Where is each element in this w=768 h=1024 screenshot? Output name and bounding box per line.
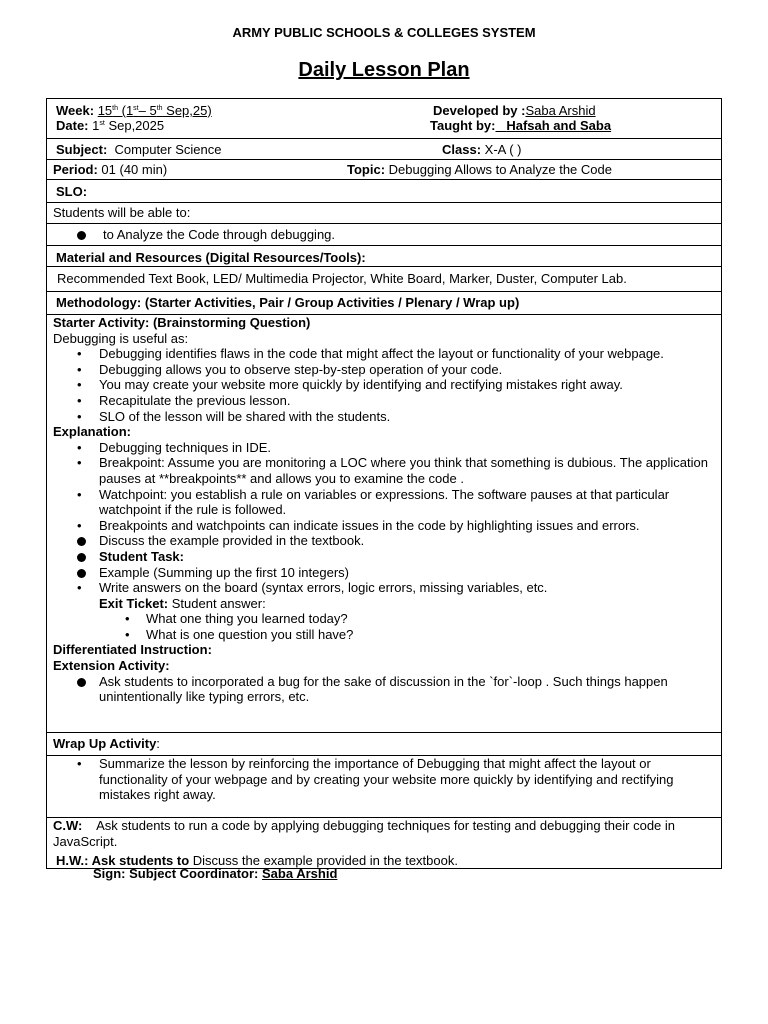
hw-text: Discuss the example provided in the textbook. [192, 853, 458, 869]
week-value: 15th (1st– 5th Sep,25) [97, 103, 212, 118]
signature-line [93, 866, 337, 881]
example-item: Example (Summing up the first 10 integers) [53, 565, 715, 581]
developed-by-value: Saba Arshid [525, 103, 596, 118]
exit-ticket-label: Exit Ticket: [99, 595, 169, 611]
week-label: Week: [56, 103, 95, 118]
methodology-heading: Methodology: (Starter Activities, Pair / Group Activities / Plenary / Wrap up) [47, 291, 721, 314]
taught-by-value: Hafsah and Saba [506, 118, 612, 133]
materials-heading: Material and Resources (Digital Resources/Tools): [47, 245, 721, 266]
list-item: • Recapitulate the previous lesson. [53, 393, 715, 409]
wrapup-heading: Wrap Up Activity [53, 736, 157, 751]
exit-ticket [53, 596, 715, 612]
explanation-list [53, 440, 715, 596]
slo-heading: SLO: [47, 179, 721, 202]
student-task-heading: Student Task: [53, 549, 715, 565]
subject-row [47, 138, 721, 159]
cw-label: C.W: [53, 818, 83, 833]
wrapup-colon: : [156, 736, 160, 751]
starter-heading: Starter Activity: (Brainstorming Question) [53, 315, 311, 330]
extension-item: Ask students to incorporated a bug for the sake of discussion in the `for`-loop . Such things happen unintentionally like typing errors, etc. [53, 674, 715, 705]
explanation-heading: Explanation: [53, 424, 132, 440]
list-item: • What is one question you still have? [53, 627, 715, 643]
slo-item-row [47, 223, 721, 245]
cw-line [53, 818, 715, 849]
extension-list [53, 674, 715, 705]
class-value: X-A ( ) [484, 142, 522, 157]
period-row [47, 159, 721, 179]
organization-name: ARMY PUBLIC SCHOOLS & COLLEGES SYSTEM [232, 25, 536, 40]
exit-list [53, 611, 715, 642]
list-item: • Debugging identifies flaws in the code that might affect the layout or functionality of your webpage. [53, 346, 715, 362]
taught-by-label: Taught by: [430, 118, 496, 133]
cw-text: Ask students to run a code by applying debugging techniques for testing and debugging their code in JavaScript. [53, 818, 676, 849]
extension-heading: Extension Activity: [53, 658, 170, 674]
period-label: Period: [53, 162, 98, 177]
list-item: • Breakpoints and watchpoints can indicate issues in the code by highlighting issues and errors. [53, 518, 715, 534]
cw-hw-row [47, 817, 721, 868]
period-value: 01 (40 min) [101, 162, 168, 177]
exit-ticket-value: Student answer: [171, 595, 266, 611]
wrapup-heading-row [47, 732, 721, 755]
write-item: • Write answers on the board (syntax errors, logic errors, missing variables, etc. [53, 580, 715, 596]
wrapup-item: • Summarize the lesson by reinforcing the importance of Debugging that might affect the layout or functionality of your webpage and by creating your website more quickly by identifying and rectifying mistakes right away. [53, 756, 715, 803]
sign-label: Sign: Subject Coordinator: [93, 866, 259, 881]
hw-label: H.W.: Ask students to [56, 853, 190, 869]
list-item: • Debugging allows you to observe step-by-step operation of your code. [53, 362, 715, 378]
slo-item: to Analyze the Code through debugging. [53, 227, 715, 243]
list-item: • Debugging techniques in IDE. [53, 440, 715, 456]
developed-by-label: Developed by : [433, 103, 526, 118]
topic-value: Debugging Allows to Analyze the Code [388, 162, 612, 177]
wrapup-body [47, 755, 721, 817]
starter-intro: Debugging is useful as: [53, 330, 189, 346]
lesson-plan-table [46, 98, 722, 869]
list-item: • Watchpoint: you establish a rule on variables or expressions. The software pauses at that particular watchpoint if the rule is followed. [53, 487, 715, 518]
slo-intro: Students will be able to: [47, 202, 721, 223]
differentiated-heading: Differentiated Instruction: [53, 642, 212, 658]
sign-value: Saba Arshid [262, 866, 338, 881]
page-title: Daily Lesson Plan [298, 59, 470, 81]
date-label: Date: [56, 118, 89, 133]
week-row [47, 99, 721, 138]
list-item: • You may create your website more quickly by identifying and rectifying mistakes right away. [53, 377, 715, 393]
starter-list [53, 346, 715, 424]
list-item: • What one thing you learned today? [53, 611, 715, 627]
discuss-item: Discuss the example provided in the textbook. [53, 533, 715, 549]
list-item: • Breakpoint: Assume you are monitoring a LOC where you think that something is dubious. The application pauses at **breakpoints** and allows you to examine the code . [53, 455, 715, 486]
materials-text: Recommended Text Book, LED/ Multimedia Projector, White Board, Marker, Duster, Computer Lab. [47, 266, 721, 291]
topic-label: Topic: [347, 162, 386, 177]
subject-value: Computer Science [114, 142, 222, 157]
class-label: Class: [442, 142, 482, 157]
subject-label: Subject: [56, 142, 108, 157]
methodology-body [47, 314, 721, 732]
list-item: • SLO of the lesson will be shared with the students. [53, 409, 715, 425]
date-value: 1st Sep,2025 [92, 118, 165, 133]
